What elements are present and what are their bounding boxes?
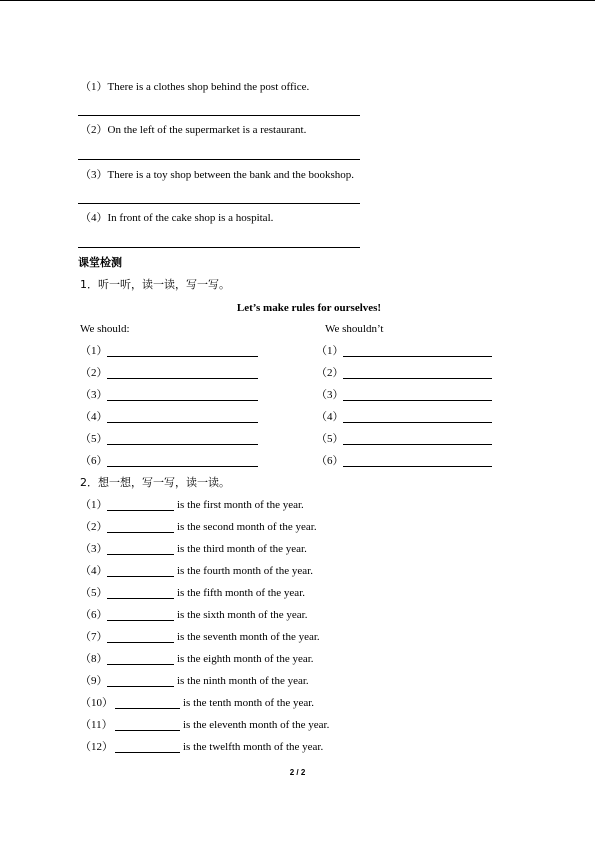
should-blank-6 <box>107 466 258 467</box>
item-label: （1） <box>80 81 108 93</box>
item-text: There is a toy shop between the bank and the bookshop. <box>107 169 355 181</box>
rules-title: Let’s make rules for ourselves! <box>236 302 382 314</box>
answer-line <box>78 159 360 160</box>
shouldnt-blank-1 <box>343 356 492 357</box>
month-blank-12 <box>115 752 180 753</box>
month-label-4: （4） <box>80 565 108 577</box>
item-text: In front of the cake shop is a hospital. <box>107 212 274 224</box>
item-text: On the left of the supermarket is a restaurant. <box>107 124 307 136</box>
month-text-2: is the second month of the year. <box>177 521 317 533</box>
month-text-6: is the sixth month of the year. <box>177 609 308 621</box>
month-text-3: is the third month of the year. <box>177 543 307 555</box>
shouldnt-label-4: （4） <box>316 411 344 423</box>
month-label-5: （5） <box>80 587 108 599</box>
month-label-8: （8） <box>80 653 108 665</box>
month-blank-11 <box>115 730 180 731</box>
task1-heading: 1．听一听，读一读，写一写。 <box>80 278 230 291</box>
month-text-9: is the ninth month of the year. <box>177 675 309 687</box>
should-label-5: （5） <box>80 433 108 445</box>
shouldnt-label-6: （6） <box>316 455 344 467</box>
month-text-1: is the first month of the year. <box>177 499 304 511</box>
month-text-12: is the twelfth month of the year. <box>183 741 324 753</box>
month-blank-3 <box>107 554 174 555</box>
month-label-7: （7） <box>80 631 108 643</box>
month-label-3: （3） <box>80 543 108 555</box>
answer-line <box>78 203 360 204</box>
month-label-12: （12） <box>80 741 113 753</box>
should-blank-2 <box>107 378 258 379</box>
month-blank-4 <box>107 576 174 577</box>
top-rule <box>0 0 595 1</box>
month-blank-9 <box>107 686 174 687</box>
item-label: （4） <box>80 212 108 224</box>
month-label-6: （6） <box>80 609 108 621</box>
shouldnt-blank-5 <box>343 444 492 445</box>
should-label-4: （4） <box>80 411 108 423</box>
month-label-10: （10） <box>80 697 113 709</box>
should-blank-1 <box>107 356 258 357</box>
translation-item-4 <box>80 211 273 225</box>
month-text-5: is the fifth month of the year. <box>177 587 305 599</box>
month-label-11: （11） <box>80 719 113 731</box>
page-number: 2 / 2 <box>289 768 306 777</box>
month-text-4: is the fourth month of the year. <box>177 565 313 577</box>
month-blank-1 <box>107 510 174 511</box>
month-text-7: is the seventh month of the year. <box>177 631 320 643</box>
month-blank-7 <box>107 642 174 643</box>
should-label-2: （2） <box>80 367 108 379</box>
item-text: There is a clothes shop behind the post office. <box>107 81 310 93</box>
shouldnt-blank-2 <box>343 378 492 379</box>
item-label: （2） <box>80 124 108 136</box>
section-title: 课堂检测 <box>78 256 122 269</box>
month-blank-10 <box>115 708 180 709</box>
translation-item-1 <box>80 80 309 94</box>
answer-line <box>78 115 360 116</box>
month-label-2: （2） <box>80 521 108 533</box>
should-label-3: （3） <box>80 389 108 401</box>
month-label-9: （9） <box>80 675 108 687</box>
shouldnt-label-5: （5） <box>316 433 344 445</box>
shouldnt-blank-3 <box>343 400 492 401</box>
translation-item-3 <box>80 168 354 182</box>
we-shouldnt-header: We shouldn’t <box>325 323 384 335</box>
month-text-10: is the tenth month of the year. <box>183 697 315 709</box>
month-label-1: （1） <box>80 499 108 511</box>
we-should-header: We should: <box>80 323 130 335</box>
should-label-6: （6） <box>80 455 108 467</box>
month-blank-6 <box>107 620 174 621</box>
task2-heading: 2．想一想，写一写，读一读。 <box>80 476 230 489</box>
month-text-8: is the eighth month of the year. <box>177 653 314 665</box>
should-blank-5 <box>107 444 258 445</box>
shouldnt-blank-4 <box>343 422 492 423</box>
answer-line <box>78 247 360 248</box>
shouldnt-label-2: （2） <box>316 367 344 379</box>
shouldnt-label-3: （3） <box>316 389 344 401</box>
month-blank-8 <box>107 664 174 665</box>
month-text-11: is the eleventh month of the year. <box>183 719 330 731</box>
should-blank-3 <box>107 400 258 401</box>
shouldnt-blank-6 <box>343 466 492 467</box>
month-blank-5 <box>107 598 174 599</box>
should-blank-4 <box>107 422 258 423</box>
shouldnt-label-1: （1） <box>316 345 344 357</box>
should-label-1: （1） <box>80 345 108 357</box>
translation-item-2 <box>80 123 306 137</box>
month-blank-2 <box>107 532 174 533</box>
item-label: （3） <box>80 169 108 181</box>
